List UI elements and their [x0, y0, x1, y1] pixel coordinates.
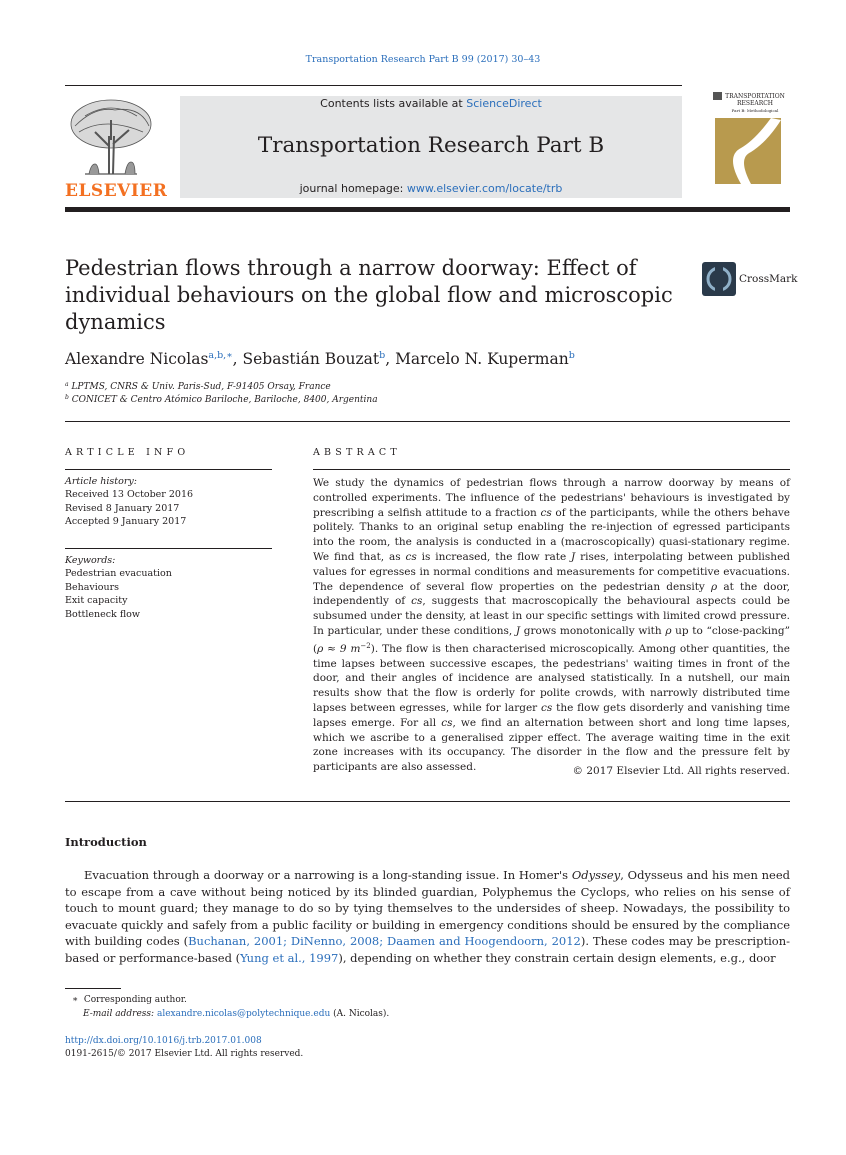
affiliation-b: $^b$ CONICET & Centro Atómico Bariloche, Bariloche, 8400, Argentina: [65, 394, 378, 405]
journal-title: Transportation Research Part B: [257, 133, 605, 158]
email-link[interactable]: alexandre.nicolas@polytechnique.edu: [156, 1009, 331, 1019]
keyword: Bottleneck flow: [65, 608, 141, 620]
article-info-heading: ARTICLE INFO: [65, 447, 190, 458]
sciencedirect-link[interactable]: ScienceDirect: [466, 97, 542, 110]
affiliation-a: $^a$ LPTMS, CNRS & Univ. Paris-Sud, F-91405 Orsay, France: [65, 381, 331, 392]
corresponding-author-note: ∗ Corresponding author.: [72, 995, 187, 1005]
author-name: Marcelo N. Kuperman: [395, 350, 569, 368]
abstract-rule: [313, 469, 790, 470]
article-history: Article history: Received 13 October 2016 Revised 8 January 2017 Accepted 9 January 2017: [65, 476, 194, 528]
introduction-heading: Introduction: [65, 835, 147, 849]
copyright-line: © 2017 Elsevier Ltd. All rights reserved.: [572, 765, 790, 777]
journal-cover[interactable]: [711, 90, 789, 190]
author-name: Alexandre Nicolas: [65, 350, 209, 368]
contents-line: Contents lists available at ScienceDirect: [320, 97, 542, 110]
footnote-rule: [65, 988, 121, 989]
introduction-paragraph: Evacuation through a doorway or a narrowing is a long-standing issue. In Homer's Odyssey, Odysseus and his men need to escape from a cave without being noticed by its blinded guardian, Polyphemus the Cyclops, who relies on his sense of touch to mount guard; they manage to do so by tying themselves to the undersides of sheep. Nowadays, the possibility to evacuate quickly and safely from a public facility or building in emergency conditions should be ensured by the compliance with building codes (Buchanan, 2001; DiNenno, 2008; Daamen and Hoogendoorn, 2012). These codes may be prescription-based or performance-based (Yung et al., 1997), depending on whether they constrain certain design elements, e.g., door: [65, 868, 790, 965]
header-rule-bottom: [65, 207, 790, 212]
abstract-heading: ABSTRACT: [313, 447, 401, 458]
keyword: Behaviours: [65, 581, 120, 593]
author-affiliation-marks[interactable]: b: [568, 350, 575, 361]
keywords-block: Keywords: Pedestrian evacuation Behaviours Exit capacity Bottleneck flow: [65, 554, 272, 621]
abstract-text: We study the dynamics of pedestrian flows through a narrow doorway by means of controlled experiments. The influence of the pedestrians' behaviours is investigated by prescribing a selfish attitude to a fraction cs of the participants, while the others behave politely. Thanks to an original setup enabling the re-injection of egressed participants into the room, the analysis is conducted in a (macroscopically) quasi-stationary regime. We find that, as cs is increased, the flow rate J rises, interpolating between published values for egresses in normal conditions and measurements for competitive evacuations. The dependence of several flow properties on the pedestrian density ρ at the door, independently of cs, suggests that macroscopically the behavioural aspects could be subsumed under the density, at least in our specific settings with limited crowd pressure. In particular, under these conditions, J grows monotonically with ρ up to “close-packing” (ρ ≈ 9 $m^{-2}$). The flow is then characterised microscopically. Among other quantities, the time lapses between successive escapes, the pedestrians' waiting times in front of the door, and their angles of incidence are analysed statistically. In a nutshell, our main results show that the flow is orderly for polite crowds, with narrowly distributed time lapses between egresses, while for larger cs the flow gets disorderly and vanishing time lapses emerge. For all cs, we find an alternation between short and long time lapses, which we ascribe to a generalised zipper effect. The average waiting time in the exit zone increases with its occupancy. The disorder in the flow and the pressure felt by participants are also assessed.: [313, 477, 791, 774]
citation-link[interactable]: Buchanan, 2001; DiNenno, 2008; Daamen and Hoogendoorn, 2012: [188, 934, 581, 948]
keyword: Pedestrian evacuation: [65, 568, 172, 580]
journal-cover-image: [711, 90, 789, 190]
article-info-rule: [65, 469, 272, 470]
keywords-rule: [65, 548, 272, 549]
svg-text:TRANSPORTATION: TRANSPORTATION: [725, 93, 785, 100]
homepage-line: journal homepage: www.elsevier.com/locate/trb: [299, 182, 563, 195]
abstract-end-rule: [65, 801, 790, 802]
running-head[interactable]: Transportation Research Part B 99 (2017) 30–43: [305, 54, 541, 65]
article-title: Pedestrian flows through a narrow doorway: Effect of individual behaviours on the global flow and microscopic dynamics: [65, 256, 673, 334]
doi-link[interactable]: http://dx.doi.org/10.1016/j.trb.2017.01.008: [65, 1036, 262, 1046]
email-note: E-mail address: alexandre.nicolas@polytechnique.edu (A. Nicolas).: [83, 1009, 390, 1019]
citation-link[interactable]: Yung et al., 1997: [240, 950, 339, 965]
author-affiliation-marks[interactable]: a,b,∗: [208, 350, 233, 361]
author-list: Alexandre Nicolas$^{a,b,∗}$, Sebastián Bouzat$^b$, Marcelo N. Kuperman$^b$: [65, 350, 575, 368]
crossmark-icon: [702, 262, 736, 296]
elsevier-wordmark: ELSEVIER: [65, 181, 168, 201]
journal-homepage-link[interactable]: www.elsevier.com/locate/trb: [406, 182, 563, 195]
svg-text:Part B: Methodological: Part B: Methodological: [731, 108, 779, 113]
issn-line: 0191-2615/© 2017 Elsevier Ltd. All rights reserved.: [65, 1049, 304, 1059]
author-affiliation-marks[interactable]: b: [379, 350, 386, 361]
keyword: Exit capacity: [65, 595, 128, 607]
header-rule-top: [65, 85, 682, 86]
svg-text:RESEARCH: RESEARCH: [736, 100, 774, 107]
section-rule: [65, 421, 790, 422]
author-name: Sebastián Bouzat: [242, 350, 380, 368]
crossmark-label: CrossMark: [739, 273, 798, 285]
tree-icon: [65, 96, 157, 180]
